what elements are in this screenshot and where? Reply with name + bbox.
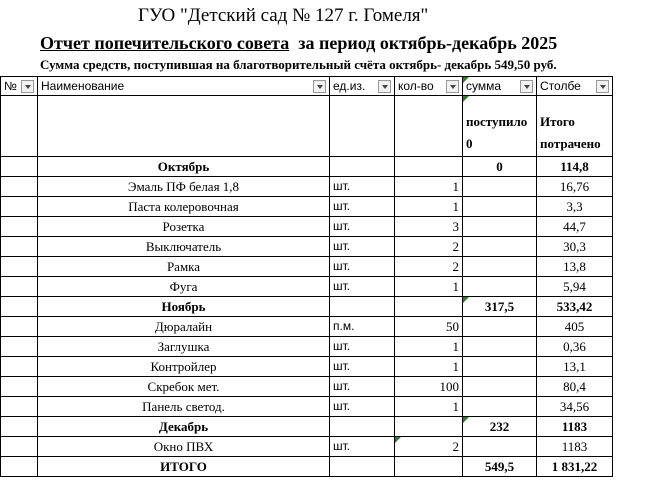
number-cell[interactable]	[1, 157, 38, 177]
received-cell[interactable]	[463, 217, 537, 237]
item-unit[interactable]: шт.	[330, 357, 395, 377]
received-cell[interactable]	[463, 177, 537, 197]
number-cell[interactable]	[1, 397, 38, 417]
number-cell[interactable]	[1, 417, 38, 437]
number-cell[interactable]	[1, 357, 38, 377]
report-title-underlined: Отчет попечительского совета	[40, 33, 290, 53]
month-spent[interactable]: 533,42	[537, 297, 613, 317]
item-row	[1, 437, 613, 457]
month-row	[1, 417, 613, 437]
filter-dropdown-icon[interactable]	[313, 80, 326, 93]
item-name[interactable]: Розетка	[38, 217, 330, 237]
number-cell[interactable]	[1, 237, 38, 257]
item-unit[interactable]: п.м.	[330, 317, 395, 337]
received-header: поступило 0	[466, 114, 528, 151]
unit-cell[interactable]	[330, 157, 395, 177]
item-sum[interactable]: 5,94	[537, 277, 613, 297]
item-row	[1, 197, 613, 217]
report-sheet	[0, 76, 663, 477]
item-unit[interactable]: шт.	[330, 217, 395, 237]
month-spent[interactable]: 114,8	[537, 157, 613, 177]
item-qty[interactable]: 100	[395, 377, 463, 397]
col-header-name-label: Наименование	[41, 79, 125, 93]
number-cell[interactable]	[1, 317, 38, 337]
item-qty[interactable]: 1	[395, 357, 463, 377]
item-qty[interactable]: 50	[395, 317, 463, 337]
item-name[interactable]: Выключатель	[38, 237, 330, 257]
item-row	[1, 377, 613, 397]
item-unit[interactable]: шт.	[330, 377, 395, 397]
item-sum[interactable]: 16,76	[537, 177, 613, 197]
number-cell[interactable]	[1, 257, 38, 277]
item-qty[interactable]: 1	[395, 197, 463, 217]
item-qty[interactable]: 2	[395, 237, 463, 257]
item-unit[interactable]: шт.	[330, 177, 395, 197]
received-cell[interactable]	[463, 437, 537, 457]
item-sum[interactable]: 405	[537, 317, 613, 337]
qty-cell[interactable]	[395, 417, 463, 437]
number-cell[interactable]	[1, 337, 38, 357]
qty-cell[interactable]	[395, 157, 463, 177]
received-cell[interactable]	[463, 197, 537, 217]
cell[interactable]	[395, 96, 463, 157]
unit-cell[interactable]	[330, 297, 395, 317]
received-cell[interactable]	[463, 237, 537, 257]
cell[interactable]	[1, 96, 38, 157]
item-unit[interactable]: шт.	[330, 277, 395, 297]
item-name[interactable]: Панель светод.	[38, 397, 330, 417]
number-cell[interactable]	[1, 437, 38, 457]
col-header-qty-label: кол-во	[398, 79, 434, 93]
col-header-sum[interactable]	[463, 77, 537, 96]
item-row	[1, 397, 613, 417]
month-name[interactable]: Ноябрь	[38, 297, 330, 317]
item-name[interactable]: Окно ПВХ	[38, 437, 330, 457]
item-row	[1, 277, 613, 297]
number-cell[interactable]	[1, 297, 38, 317]
total-received[interactable]: 549,5	[463, 457, 537, 477]
item-qty[interactable]: 3	[395, 217, 463, 237]
col-header-column-label: Столбе	[540, 79, 581, 93]
item-sum[interactable]: 1183	[537, 437, 613, 457]
number-cell[interactable]	[1, 197, 38, 217]
received-cell[interactable]	[463, 317, 537, 337]
col-header-number[interactable]	[1, 77, 38, 96]
report-title-period: за период октябрь-декабрь 2025	[289, 33, 558, 53]
number-cell[interactable]	[1, 177, 38, 197]
col-header-name[interactable]	[38, 77, 330, 96]
item-unit[interactable]: шт.	[330, 197, 395, 217]
unit-cell[interactable]	[330, 457, 395, 477]
item-name[interactable]: Рамка	[38, 257, 330, 277]
total-spent-header: Итого потрачено	[540, 114, 601, 151]
item-unit[interactable]: шт.	[330, 257, 395, 277]
item-name[interactable]: Заглушка	[38, 337, 330, 357]
item-qty[interactable]: 2	[395, 437, 463, 457]
filter-dropdown-icon[interactable]	[21, 80, 34, 93]
total-label[interactable]: ИТОГО	[38, 457, 330, 477]
subheader-row	[1, 96, 613, 157]
item-name[interactable]: Фуга	[38, 277, 330, 297]
item-sum[interactable]: 30,3	[537, 237, 613, 257]
cell[interactable]	[330, 96, 395, 157]
item-sum[interactable]: 44,7	[537, 217, 613, 237]
month-received[interactable]: 0	[463, 157, 537, 177]
item-qty[interactable]: 2	[395, 257, 463, 277]
item-name[interactable]: Дюралайн	[38, 317, 330, 337]
month-row	[1, 157, 613, 177]
item-row	[1, 217, 613, 237]
received-cell[interactable]	[463, 277, 537, 297]
item-sum[interactable]: 34,56	[537, 397, 613, 417]
month-name[interactable]: Декабрь	[38, 417, 330, 437]
received-cell[interactable]	[463, 377, 537, 397]
item-qty[interactable]: 1	[395, 277, 463, 297]
month-received[interactable]: 317,5	[463, 297, 537, 317]
month-row	[1, 297, 613, 317]
number-cell[interactable]	[1, 457, 38, 477]
item-unit[interactable]: шт.	[330, 237, 395, 257]
filter-dropdown-icon[interactable]	[520, 80, 533, 93]
filter-dropdown-icon[interactable]	[596, 80, 609, 93]
item-sum[interactable]: 0,36	[537, 337, 613, 357]
item-row	[1, 237, 613, 257]
item-row	[1, 257, 613, 277]
item-name[interactable]: Скребок мет.	[38, 377, 330, 397]
qty-cell[interactable]	[395, 297, 463, 317]
number-cell[interactable]	[1, 277, 38, 297]
item-sum[interactable]: 80,4	[537, 377, 613, 397]
month-name[interactable]: Октябрь	[38, 157, 330, 177]
number-cell[interactable]	[1, 217, 38, 237]
item-sum[interactable]: 13,8	[537, 257, 613, 277]
month-received[interactable]: 232	[463, 417, 537, 437]
report-title	[40, 33, 557, 54]
col-header-number-label: №	[4, 79, 17, 93]
col-header-qty[interactable]	[395, 77, 463, 96]
col-header-column[interactable]	[537, 77, 613, 96]
item-name[interactable]: Контройлер	[38, 357, 330, 377]
item-row	[1, 317, 613, 337]
cell[interactable]	[38, 96, 330, 157]
report-table	[0, 76, 613, 477]
item-name[interactable]: Эмаль ПФ белая 1,8	[38, 177, 330, 197]
item-unit[interactable]: шт.	[330, 397, 395, 417]
item-name[interactable]: Паста колеровочная	[38, 197, 330, 217]
received-cell[interactable]	[463, 397, 537, 417]
col-header-unit[interactable]	[330, 77, 395, 96]
item-qty[interactable]: 1	[395, 337, 463, 357]
filter-dropdown-icon[interactable]	[378, 80, 391, 93]
item-row	[1, 337, 613, 357]
received-sum-line: Сумма средств, поступившая на благотворительный счёта октябрь- декабрь 549,50 руб.	[40, 57, 557, 72]
header-row	[1, 77, 613, 96]
col-header-sum-label: сумма	[466, 79, 502, 93]
col-header-unit-label: ед.из.	[333, 79, 366, 93]
total-spent[interactable]: 1 831,22	[537, 457, 613, 477]
spent-header-cell[interactable]	[537, 96, 613, 157]
qty-cell[interactable]	[395, 457, 463, 477]
item-sum[interactable]: 13,1	[537, 357, 613, 377]
item-qty[interactable]: 1	[395, 177, 463, 197]
item-row	[1, 357, 613, 377]
item-qty[interactable]: 1	[395, 397, 463, 417]
received-cell[interactable]	[463, 337, 537, 357]
unit-cell[interactable]	[330, 417, 395, 437]
item-row	[1, 177, 613, 197]
item-unit[interactable]: шт.	[330, 437, 395, 457]
received-cell[interactable]	[463, 257, 537, 277]
number-cell[interactable]	[1, 377, 38, 397]
item-unit[interactable]: шт.	[330, 337, 395, 357]
org-title: ГУО "Детский сад № 127 г. Гомеля"	[138, 5, 429, 26]
filter-dropdown-icon[interactable]	[446, 80, 459, 93]
item-sum[interactable]: 3,3	[537, 197, 613, 217]
received-cell[interactable]	[463, 357, 537, 377]
total-row	[1, 457, 613, 477]
received-header-cell[interactable]	[463, 96, 537, 157]
month-spent[interactable]: 1183	[537, 417, 613, 437]
